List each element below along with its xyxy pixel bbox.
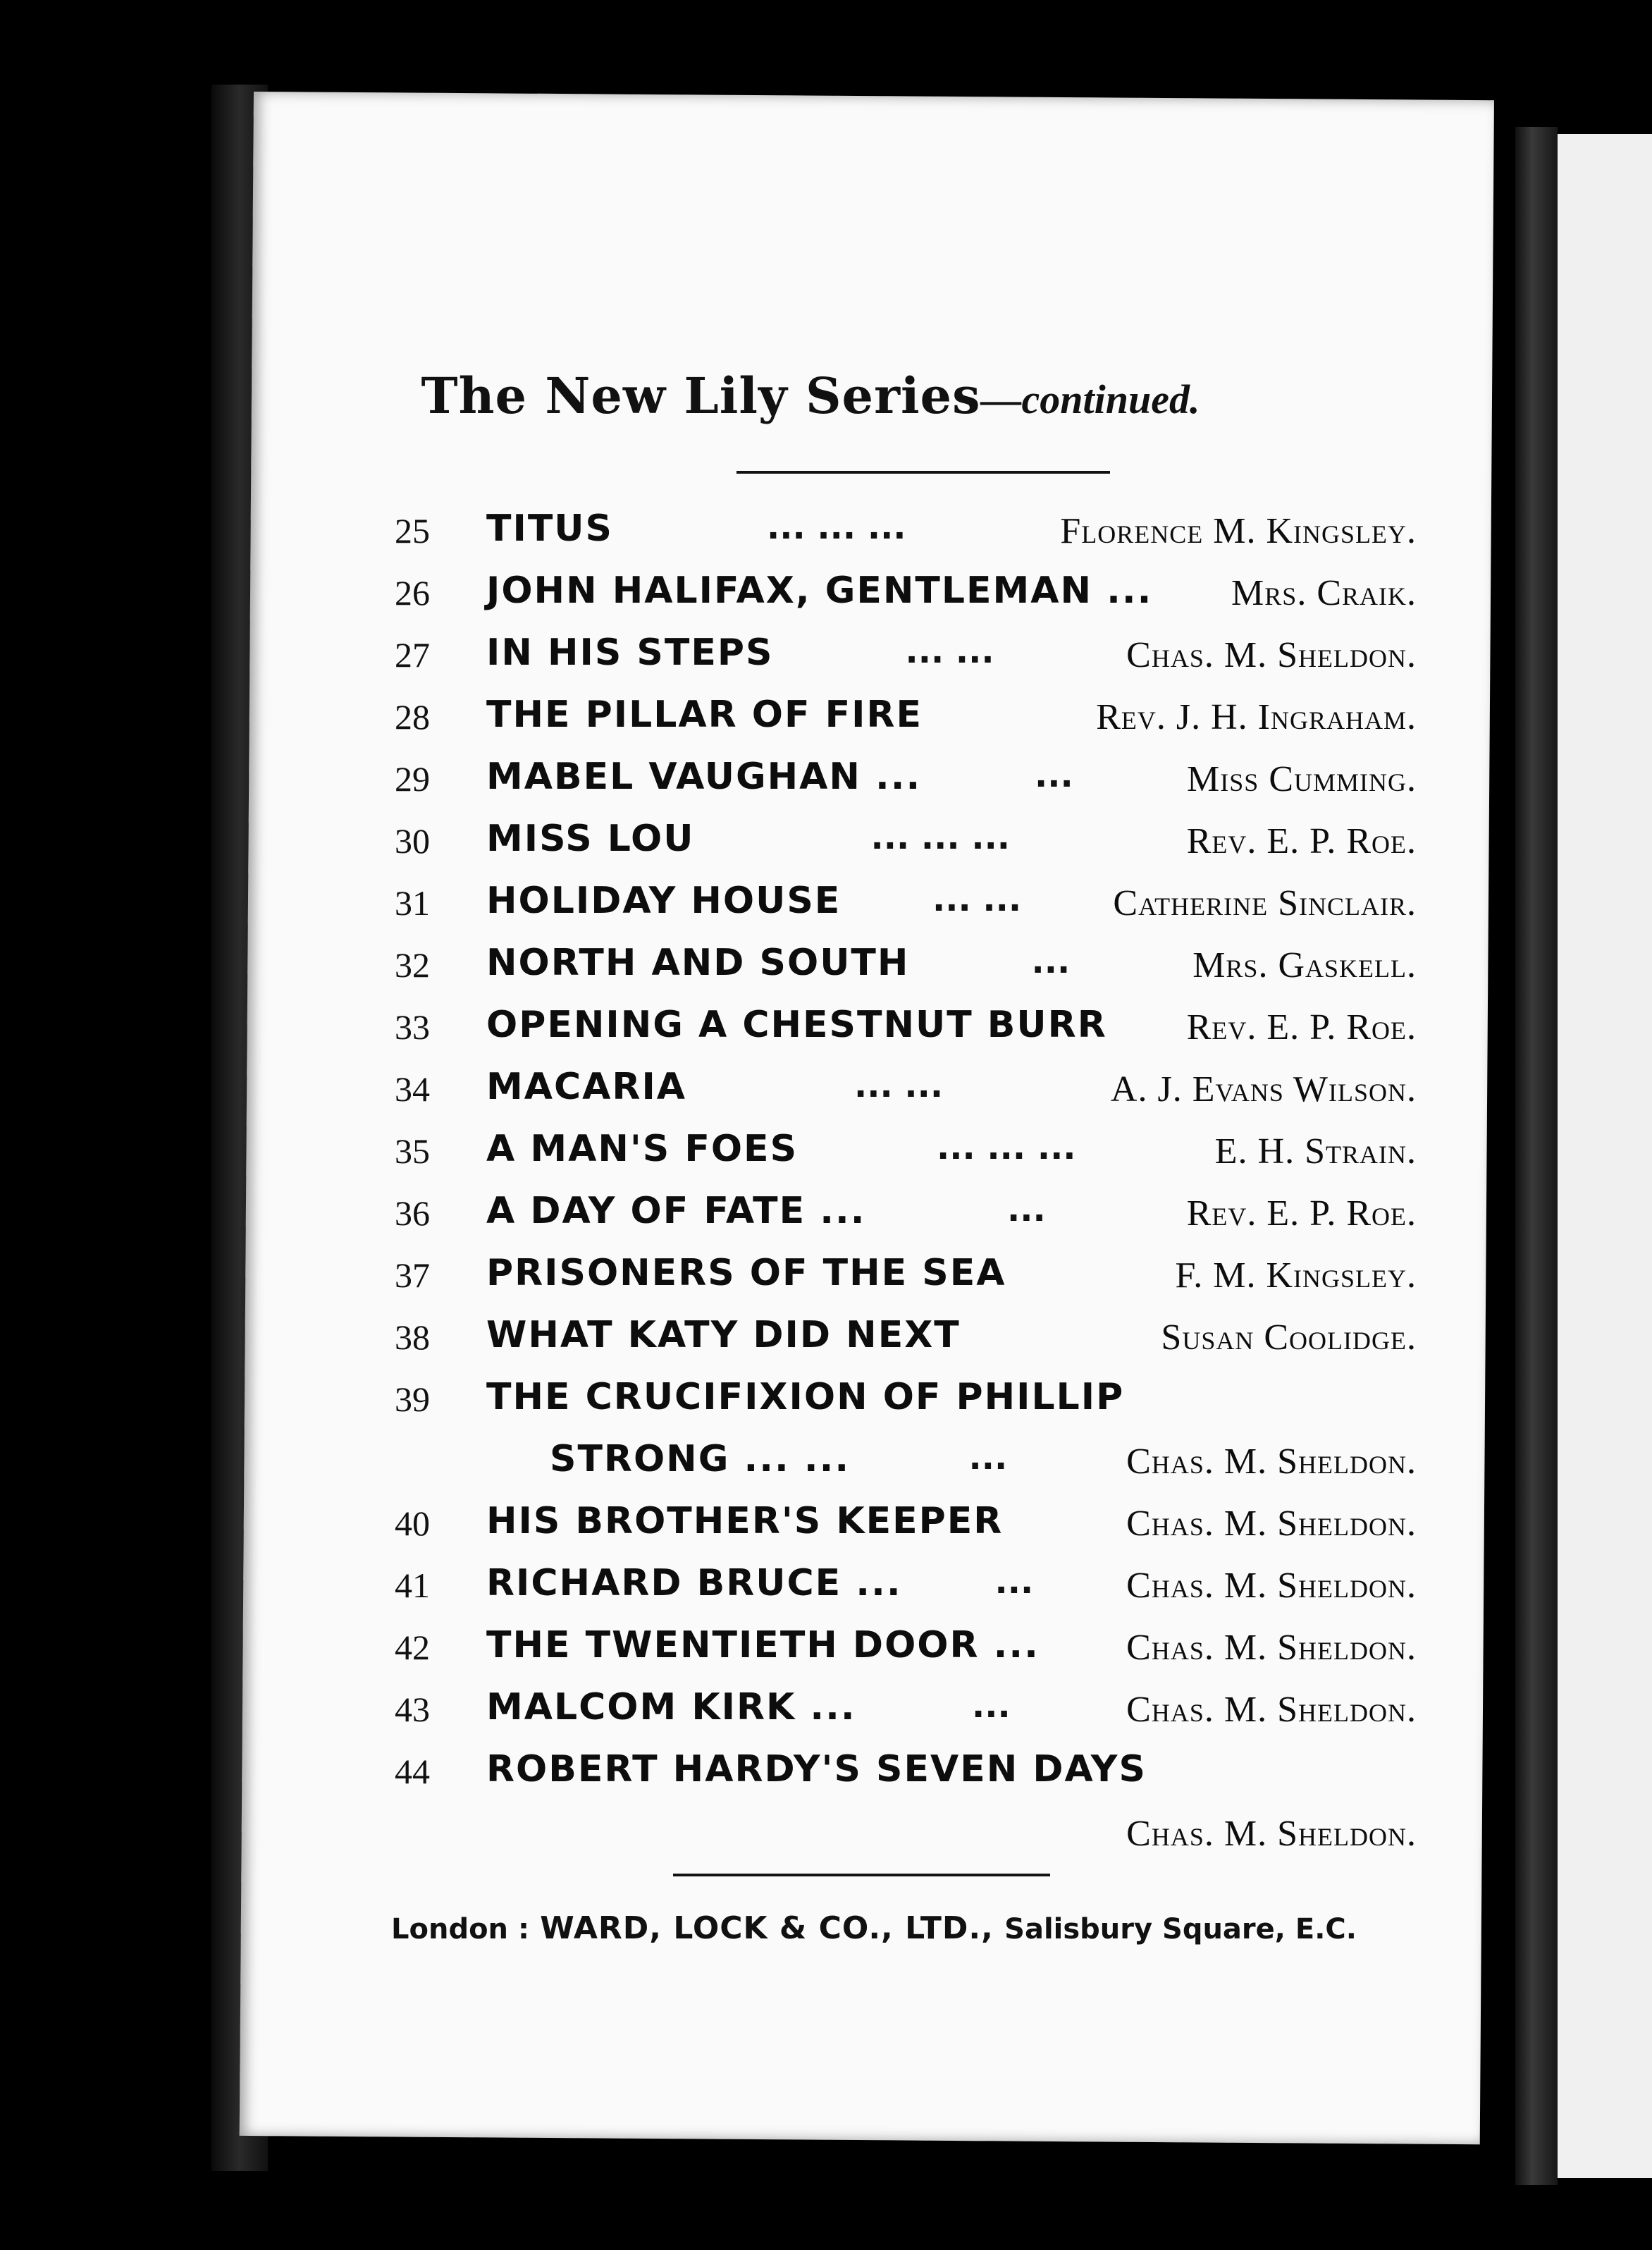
entry-number: 38 <box>395 1317 430 1357</box>
entry-title: IN HIS STEPS <box>486 632 774 674</box>
entry-number: 34 <box>395 1069 430 1109</box>
list-item <box>381 688 1417 750</box>
entry-number: 44 <box>395 1752 430 1791</box>
list-item-continuation <box>381 1432 1417 1494</box>
entry-number: 29 <box>395 759 430 799</box>
list-item <box>381 564 1417 626</box>
entry-number: 43 <box>395 1690 430 1729</box>
entry-author: Rev. E. P. Roe. <box>1186 1193 1417 1234</box>
leader-dots: ... ... <box>932 880 1022 919</box>
list-item <box>381 874 1417 936</box>
entry-number: 25 <box>395 511 430 551</box>
entry-author: F. M. Kingsley. <box>1175 1255 1417 1296</box>
list-item <box>381 1246 1417 1308</box>
entry-number: 41 <box>395 1566 430 1605</box>
entry-number: 30 <box>395 821 430 861</box>
entry-number: 35 <box>395 1131 430 1171</box>
entry-number: 27 <box>395 635 430 675</box>
list-item <box>381 1370 1417 1432</box>
entry-author: Chas. M. Sheldon. <box>1126 1690 1417 1730</box>
leader-dots: ... ... ... <box>937 1128 1076 1167</box>
entry-author: Chas. M. Sheldon. <box>1126 1504 1417 1544</box>
imprint-city: London : <box>391 1913 529 1945</box>
entry-author: Catherine Sinclair. <box>1113 883 1417 923</box>
entry-title: A DAY OF FATE ... <box>486 1190 866 1232</box>
entry-title: HIS BROTHER'S KEEPER <box>486 1500 1004 1542</box>
entry-number: 39 <box>395 1379 430 1419</box>
entry-author: Rev. E. P. Roe. <box>1186 1007 1417 1047</box>
page-gutter <box>1515 127 1558 2185</box>
heading-rule <box>736 471 1110 474</box>
entry-title: MACARIA <box>486 1066 687 1108</box>
entry-author: E. H. Strain. <box>1214 1131 1417 1172</box>
entry-number: 28 <box>395 697 430 737</box>
list-item <box>381 1308 1417 1370</box>
entry-title: NORTH AND SOUTH <box>486 942 910 984</box>
entry-author: A. J. Evans Wilson. <box>1110 1069 1417 1109</box>
entry-author: Chas. M. Sheldon. <box>1126 1814 1417 1854</box>
entry-title: THE CRUCIFIXION OF PHILLIP <box>486 1376 1125 1418</box>
entry-number: 26 <box>395 573 430 613</box>
list-item <box>381 1184 1417 1246</box>
list-item <box>381 750 1417 812</box>
leader-dots: ... ... <box>905 632 994 671</box>
entry-number: 42 <box>395 1628 430 1667</box>
entry-title: HOLIDAY HOUSE <box>486 880 842 922</box>
list-item <box>381 502 1417 564</box>
entry-title: WHAT KATY DID NEXT <box>486 1314 961 1356</box>
entry-author: Mrs. Gaskell. <box>1192 945 1417 985</box>
entry-number: 32 <box>395 945 430 985</box>
imprint-publisher: WARD, LOCK & CO., LTD., <box>540 1910 994 1946</box>
list-item <box>381 998 1417 1060</box>
list-item <box>381 626 1417 688</box>
entry-number: 33 <box>395 1007 430 1047</box>
entry-author: Susan Coolidge. <box>1161 1317 1417 1358</box>
facing-page-edge <box>1558 134 1652 2178</box>
footer-rule <box>673 1874 1050 1876</box>
entry-title: PRISONERS OF THE SEA <box>486 1252 1006 1294</box>
entry-title: MISS LOU <box>486 818 695 860</box>
entry-title: OPENING A CHESTNUT BURR <box>486 1004 1107 1046</box>
entry-author: Rev. E. P. Roe. <box>1186 821 1417 861</box>
entry-author: Rev. J. H. Ingraham. <box>1096 697 1417 737</box>
entry-author: Florence M. Kingsley. <box>1060 511 1417 551</box>
entry-title-continued: STRONG ... ... <box>550 1438 851 1480</box>
list-item <box>381 1618 1417 1680</box>
publisher-imprint <box>391 1910 1392 1946</box>
entry-number: 40 <box>395 1504 430 1543</box>
imprint-address: Salisbury Square, E.C. <box>1004 1913 1357 1945</box>
entry-number: 31 <box>395 883 430 923</box>
entry-author: Chas. M. Sheldon. <box>1126 1628 1417 1668</box>
list-item <box>381 936 1417 998</box>
list-item-continuation <box>381 1805 1417 1867</box>
series-continued: —continued. <box>980 376 1200 422</box>
list-item <box>381 1060 1417 1122</box>
book-list <box>381 502 1417 1867</box>
entry-author: Miss Cumming. <box>1187 759 1417 799</box>
entry-title: MABEL VAUGHAN ... <box>486 756 922 798</box>
leader-dots: ... ... ... <box>767 508 906 547</box>
entry-author: Chas. M. Sheldon. <box>1126 635 1417 675</box>
list-item <box>381 1122 1417 1184</box>
series-title: The New Lily Series <box>421 367 981 425</box>
leader-dots: ... <box>972 1686 1011 1726</box>
list-item <box>381 1742 1417 1805</box>
entry-title: MALCOM KIRK ... <box>486 1686 856 1728</box>
list-item <box>381 1556 1417 1618</box>
entry-number: 37 <box>395 1255 430 1295</box>
leader-dots: ... <box>1007 1190 1046 1229</box>
entry-title: ROBERT HARDY'S SEVEN DAYS <box>486 1748 1147 1790</box>
leader-dots: ... <box>1035 756 1073 795</box>
entry-title: RICHARD BRUCE ... <box>486 1562 902 1604</box>
entry-author: Mrs. Craik. <box>1231 573 1417 613</box>
leader-dots: ... <box>968 1438 1008 1477</box>
entry-title: A MAN'S FOES <box>486 1128 799 1170</box>
leader-dots: ... ... <box>854 1066 944 1105</box>
leader-dots: ... <box>1031 942 1071 981</box>
list-item <box>381 812 1417 874</box>
leader-dots: ... ... ... <box>870 818 1011 857</box>
entry-title: JOHN HALIFAX, GENTLEMAN ... <box>486 570 1153 612</box>
entry-number: 36 <box>395 1193 430 1233</box>
entry-title: TITUS <box>486 508 613 550</box>
entry-author: Chas. M. Sheldon. <box>1126 1441 1417 1482</box>
leader-dots: ... <box>994 1562 1034 1602</box>
list-item <box>381 1494 1417 1556</box>
entry-title: THE TWENTIETH DOOR ... <box>486 1624 1040 1666</box>
entry-title: THE PILLAR OF FIRE <box>486 694 923 736</box>
series-heading <box>352 367 1269 425</box>
list-item <box>381 1680 1417 1742</box>
entry-author: Chas. M. Sheldon. <box>1126 1566 1417 1606</box>
